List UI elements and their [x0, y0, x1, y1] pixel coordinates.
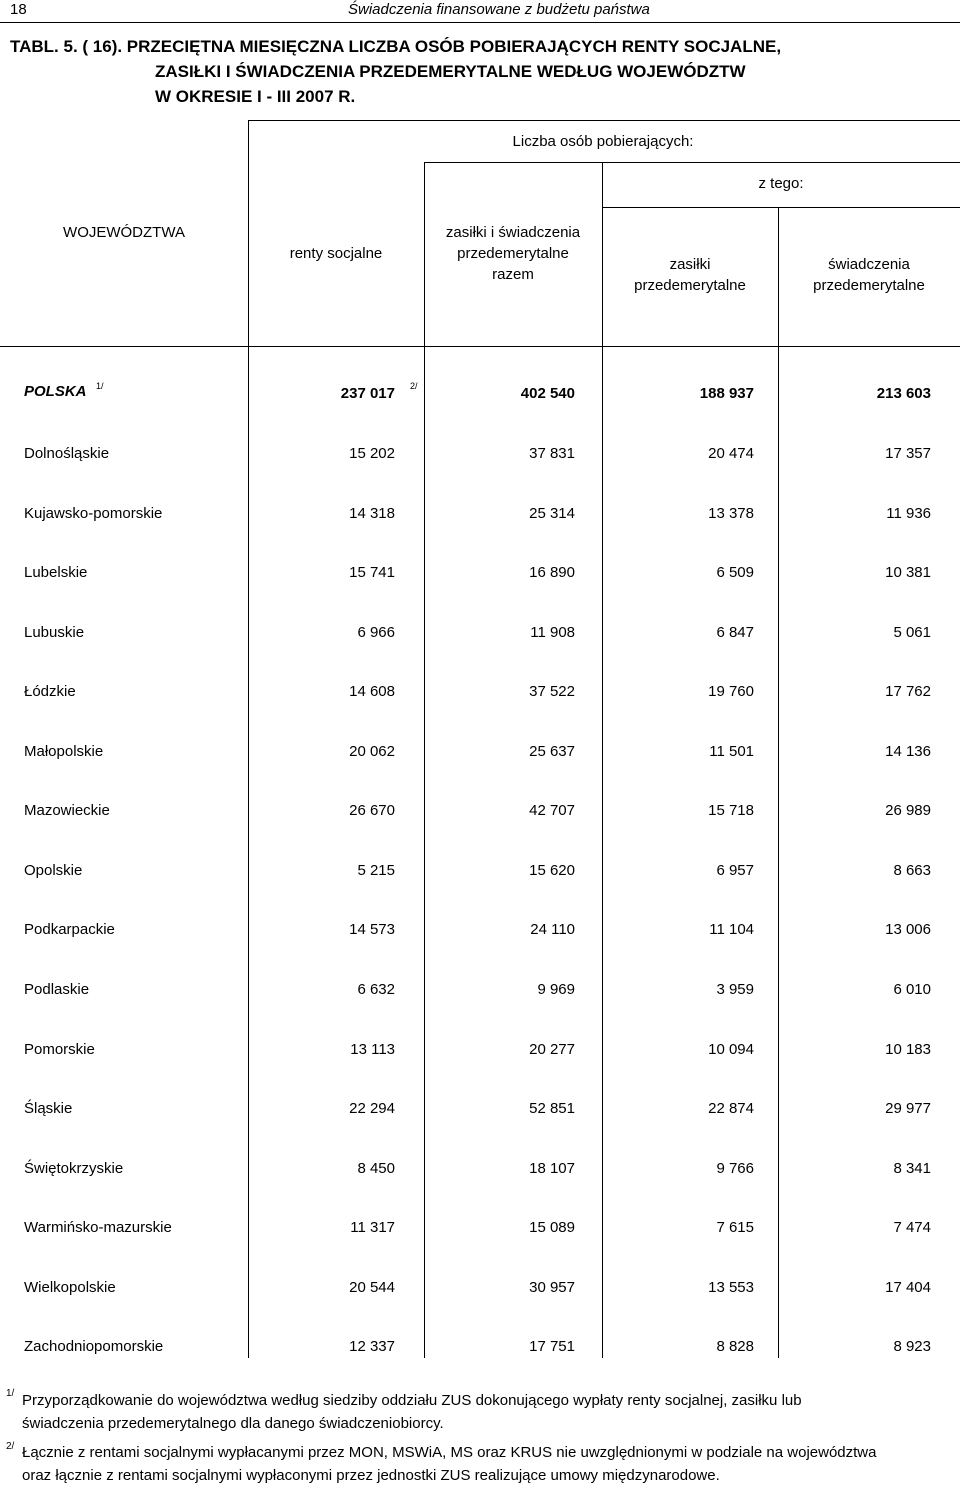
page-header [0, 0, 960, 23]
header-col-region: WOJEWÓDZTWA [63, 224, 185, 241]
cell-renty: 15 202 [349, 445, 395, 462]
footnote-2-mark: 2/ [6, 1441, 15, 1452]
header-col-swiadczenia-line2: przedemerytalne [813, 277, 925, 294]
region-name: Podkarpackie [24, 921, 115, 938]
region-name: Mazowieckie [24, 802, 110, 819]
footnote-1-line1: Przyporządkowanie do województwa według siedziby oddziału ZUS dokonującego wypłaty renty socjalnej, zasiłku lub [22, 1392, 802, 1409]
region-name: Dolnośląskie [24, 445, 110, 462]
cell-zasilki: 19 760 [708, 683, 754, 700]
total-renty-note: 2/ [410, 381, 418, 391]
footnote-2-line2: oraz łącznie z rentami socjalnymi wypłaconymi przez jednostki ZUS realizujące umowy międzynarodowe. [22, 1467, 720, 1484]
cell-swiadczenia: 8 341 [893, 1160, 931, 1177]
subgroup-rule [424, 162, 960, 163]
cell-renty: 12 337 [349, 1338, 395, 1355]
cell-renty: 11 317 [350, 1219, 395, 1236]
cell-zasilki: 6 847 [716, 624, 754, 641]
cell-razem: 17 751 [529, 1338, 575, 1355]
header-group: Liczba osób pobierających: [512, 133, 694, 150]
cell-razem: 24 110 [530, 921, 575, 938]
header-col-razem-line2: przedemerytalne [457, 245, 569, 262]
cell-zasilki: 6 509 [716, 564, 754, 581]
total-zasilki: 188 937 [699, 385, 754, 402]
header-top-rule [248, 120, 960, 121]
cell-swiadczenia: 10 381 [885, 564, 931, 581]
cell-swiadczenia: 11 936 [886, 505, 931, 522]
cell-renty: 15 741 [349, 564, 395, 581]
header-subgroup: z tego: [758, 175, 804, 192]
header-col-razem [424, 222, 602, 285]
footnote-1-mark: 1/ [6, 1388, 15, 1399]
cell-razem: 18 107 [529, 1160, 575, 1177]
cell-razem: 11 908 [530, 624, 575, 641]
cell-renty: 6 632 [357, 981, 395, 998]
total-swiadczenia: 213 603 [876, 385, 931, 402]
title-line-1: TABL. 5. ( 16). PRZECIĘTNA MIESIĘCZNA LICZBA OSÓB POBIERAJĄCYCH RENTY SOCJALNE, [10, 37, 782, 56]
region-name: Podlaskie [24, 981, 90, 998]
header-bottom-rule [0, 346, 960, 347]
region-name: Wielkopolskie [24, 1279, 116, 1296]
cell-renty: 14 608 [349, 683, 395, 700]
region-name: Pomorskie [24, 1041, 95, 1058]
region-name: Śląskie [24, 1100, 73, 1117]
footnote-2-line1: Łącznie z rentami socjalnymi wypłacanymi przez MON, MSWiA, MS oraz KRUS nie uwzględnionymi w podziale na województwa [22, 1444, 877, 1461]
region-name: Łódzkie [24, 683, 76, 700]
cell-zasilki: 15 718 [708, 802, 754, 819]
cell-razem: 15 620 [529, 862, 575, 879]
cell-renty: 14 318 [349, 505, 395, 522]
cell-swiadczenia: 7 474 [893, 1219, 931, 1236]
cell-zasilki: 8 828 [716, 1338, 754, 1355]
title-line-3: W OKRESIE I - III 2007 R. [155, 87, 356, 106]
total-label-note: 1/ [96, 381, 104, 391]
cell-razem: 15 089 [529, 1219, 575, 1236]
cell-swiadczenia: 17 762 [885, 683, 931, 700]
header-col-swiadczenia-line1: świadczenia [828, 256, 910, 273]
cell-swiadczenia: 5 061 [893, 624, 931, 641]
cell-razem: 20 277 [529, 1041, 575, 1058]
cell-swiadczenia: 13 006 [885, 921, 931, 938]
cell-swiadczenia: 10 183 [885, 1041, 931, 1058]
total-label [24, 383, 87, 400]
total-razem: 402 540 [520, 385, 575, 402]
cell-swiadczenia: 17 357 [885, 445, 931, 462]
cell-renty: 8 450 [357, 1160, 395, 1177]
cell-zasilki: 11 104 [709, 921, 754, 938]
col-divider-1 [248, 120, 249, 1358]
cell-razem: 37 522 [529, 683, 575, 700]
cell-swiadczenia: 26 989 [885, 802, 931, 819]
header-col-razem-line1: zasiłki i świadczenia [445, 224, 581, 241]
cell-swiadczenia: 17 404 [885, 1279, 931, 1296]
region-name: Lubelskie [24, 564, 88, 581]
subcolumns-rule [602, 207, 960, 208]
region-name: Kujawsko-pomorskie [24, 505, 163, 522]
total-renty: 237 017 [340, 385, 395, 402]
cell-renty: 22 294 [349, 1100, 395, 1117]
cell-zasilki: 6 957 [716, 862, 754, 879]
col-divider-2 [424, 162, 425, 1358]
header-col-razem-line3: razem [492, 266, 534, 283]
cell-razem: 37 831 [529, 445, 575, 462]
table-title [10, 34, 781, 109]
cell-swiadczenia: 6 010 [893, 981, 931, 998]
cell-zasilki: 9 766 [716, 1160, 754, 1177]
cell-renty: 20 062 [349, 743, 395, 760]
region-name: Świętokrzyskie [24, 1160, 124, 1177]
cell-razem: 16 890 [529, 564, 575, 581]
cell-renty: 13 113 [350, 1041, 395, 1058]
running-title: Świadczenia finansowane z budżetu państwa [348, 1, 650, 18]
cell-zasilki: 22 874 [708, 1100, 754, 1117]
cell-renty: 20 544 [349, 1279, 395, 1296]
region-name: Małopolskie [24, 743, 104, 760]
region-name: Lubuskie [24, 624, 85, 641]
region-name: Warmińsko-mazurskie [24, 1219, 172, 1236]
cell-razem: 25 637 [529, 743, 575, 760]
cell-zasilki: 3 959 [716, 981, 754, 998]
cell-razem: 52 851 [529, 1100, 575, 1117]
header-col-swiadczenia [778, 254, 960, 296]
cell-zasilki: 13 553 [708, 1279, 754, 1296]
footnote-1-line2: świadczenia przedemerytalnego dla danego świadczeniobiorcy. [22, 1415, 444, 1432]
page-number: 18 [10, 1, 27, 18]
cell-swiadczenia: 8 663 [893, 862, 931, 879]
total-label-text: POLSKA [24, 383, 87, 400]
cell-razem: 25 314 [529, 505, 575, 522]
cell-razem: 42 707 [529, 802, 575, 819]
header-col-zasilki [602, 254, 778, 296]
cell-zasilki: 20 474 [708, 445, 754, 462]
cell-zasilki: 13 378 [708, 505, 754, 522]
header-col-renty: renty socjalne [289, 245, 383, 262]
header-col-zasilki-line2: przedemerytalne [634, 277, 746, 294]
cell-zasilki: 10 094 [708, 1041, 754, 1058]
cell-zasilki: 7 615 [716, 1219, 754, 1236]
cell-swiadczenia: 14 136 [885, 743, 931, 760]
cell-zasilki: 11 501 [709, 743, 754, 760]
cell-renty: 6 966 [357, 624, 395, 641]
cell-swiadczenia: 8 923 [893, 1338, 931, 1355]
col-divider-4 [778, 207, 779, 1358]
region-name: Zachodniopomorskie [24, 1338, 164, 1355]
cell-razem: 9 969 [537, 981, 575, 998]
cell-renty: 14 573 [349, 921, 395, 938]
cell-renty: 5 215 [357, 862, 395, 879]
region-name: Opolskie [24, 862, 83, 879]
cell-razem: 30 957 [529, 1279, 575, 1296]
cell-renty: 26 670 [349, 802, 395, 819]
col-divider-3 [602, 162, 603, 1358]
header-col-zasilki-line1: zasiłki [669, 256, 711, 273]
title-line-2: ZASIŁKI I ŚWIADCZENIA PRZEDEMERYTALNE WEDŁUG WOJEWÓDZTW [155, 62, 746, 81]
cell-swiadczenia: 29 977 [885, 1100, 931, 1117]
